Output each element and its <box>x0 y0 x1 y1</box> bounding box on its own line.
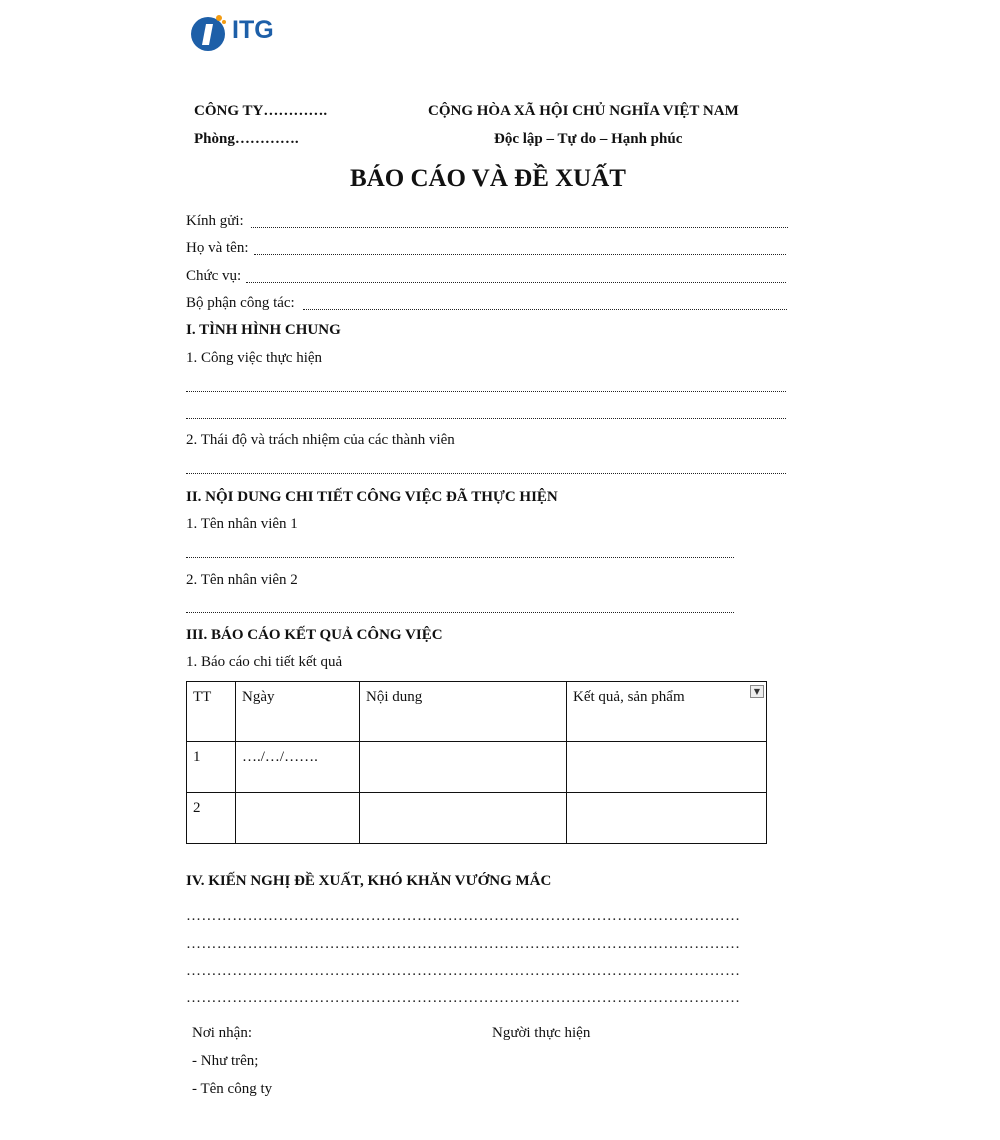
section1-line3[interactable] <box>186 473 786 474</box>
section2-heading: II. NỘI DUNG CHI TIẾT CÔNG VIỆC ĐÃ THỰC HIỆN <box>186 489 558 505</box>
document-title: BÁO CÁO VÀ ĐỀ XUẤT <box>350 165 626 192</box>
header-result <box>567 682 767 742</box>
section4-line2[interactable]: ……………………………………………………………………………………………… <box>186 936 741 952</box>
section3-item1: 1. Báo cáo chi tiết kết quả <box>186 654 343 670</box>
section2-item2: 2. Tên nhân viên 2 <box>186 572 298 588</box>
name-label: Họ và tên: <box>186 240 249 256</box>
section1-heading: I. TÌNH HÌNH CHUNG <box>186 322 341 338</box>
header-content: Nội dung <box>360 682 567 742</box>
row1-date[interactable]: …./…/……. <box>236 742 360 793</box>
name-dotted-line[interactable] <box>254 254 786 255</box>
header-tt: TT <box>187 682 236 742</box>
itg-logo <box>190 12 290 54</box>
table-row <box>187 742 767 793</box>
motto: Độc lập – Tự do – Hạnh phúc <box>494 131 683 147</box>
dropdown-arrow-icon[interactable]: ▼ <box>750 685 764 698</box>
position-dotted-line[interactable] <box>246 282 786 283</box>
department-label: Bộ phận công tác: <box>186 295 295 311</box>
section4-line1[interactable]: ……………………………………………………………………………………………… <box>186 908 741 924</box>
report-table <box>186 681 767 844</box>
section2-item1: 1. Tên nhân viên 1 <box>186 516 298 532</box>
company-name: CÔNG TY…………. <box>194 103 328 119</box>
header-date: Ngày <box>236 682 360 742</box>
itg-logo-icon <box>190 12 230 54</box>
table-row <box>187 793 767 844</box>
row2-content[interactable] <box>360 793 567 844</box>
logo-text: ITG <box>232 16 274 44</box>
department-dotted-line[interactable] <box>303 309 787 310</box>
row1-content[interactable] <box>360 742 567 793</box>
department-name: Phòng…………. <box>194 131 299 147</box>
row1-result[interactable] <box>567 742 767 793</box>
section1-item2: 2. Thái độ và trách nhiệm của các thành viên <box>186 432 455 448</box>
section2-line1[interactable] <box>186 557 734 558</box>
recipients-label: Nơi nhận: <box>192 1025 253 1041</box>
section4-line4[interactable]: ……………………………………………………………………………………………… <box>186 990 741 1006</box>
section3-heading: III. BÁO CÁO KẾT QUẢ CÔNG VIỆC <box>186 627 443 643</box>
to-label: Kính gửi: <box>186 213 244 229</box>
nation-title: CỘNG HÒA XÃ HỘI CHỦ NGHĨA VIỆT NAM <box>428 103 739 119</box>
position-label: Chức vụ: <box>186 268 242 284</box>
performer-label: Người thực hiện <box>492 1025 591 1041</box>
section2-line2[interactable] <box>186 612 734 613</box>
section1-item1: 1. Công việc thực hiện <box>186 350 323 366</box>
header-result-label: Kết quả, sản phẩm <box>573 689 685 705</box>
row1-tt[interactable]: 1 <box>187 742 236 793</box>
section4-heading: IV. KIẾN NGHỊ ĐỀ XUẤT, KHÓ KHĂN VƯỚNG MẮC <box>186 873 552 889</box>
row2-tt[interactable]: 2 <box>187 793 236 844</box>
section1-line2[interactable] <box>186 418 786 419</box>
table-header-row <box>187 682 767 742</box>
recipient-2: - Tên công ty <box>192 1081 273 1097</box>
section1-line1[interactable] <box>186 391 786 392</box>
row2-date[interactable] <box>236 793 360 844</box>
recipient-1: - Như trên; <box>192 1053 259 1069</box>
row2-result[interactable] <box>567 793 767 844</box>
to-dotted-line[interactable] <box>251 227 788 228</box>
section4-line3[interactable]: ……………………………………………………………………………………………… <box>186 963 741 979</box>
